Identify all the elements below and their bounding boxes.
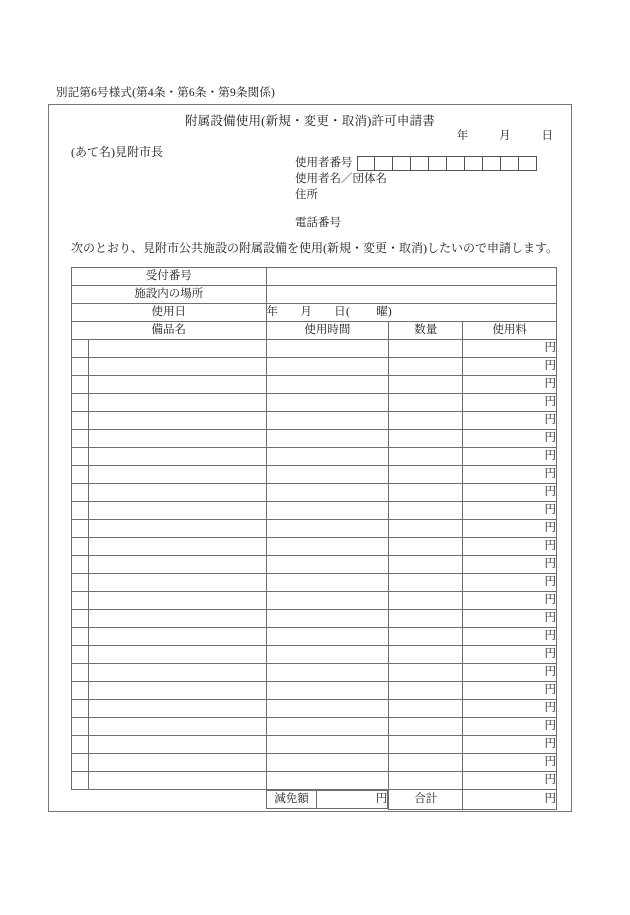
- fee-cell[interactable]: 円: [463, 376, 557, 394]
- date-year-label: 年: [456, 130, 469, 142]
- item-name-cell[interactable]: [88, 394, 266, 412]
- use-time-cell[interactable]: [266, 466, 389, 484]
- row-index-cell[interactable]: [72, 754, 89, 772]
- form-number-label: 別記第6号様式(第4条・第6条・第9条関係): [56, 87, 276, 99]
- table-row: [72, 700, 557, 718]
- item-name-cell[interactable]: [88, 430, 266, 448]
- addressee-label: (あて名)見附市長: [71, 145, 163, 159]
- equipment-table: [71, 267, 557, 810]
- use-time-cell[interactable]: [266, 718, 389, 736]
- use-time-cell[interactable]: [266, 484, 389, 502]
- row-index-cell[interactable]: [72, 394, 89, 412]
- row-index-cell[interactable]: [72, 448, 89, 466]
- user-number-cell[interactable]: [519, 156, 537, 171]
- total-label: 合計: [389, 790, 463, 810]
- application-form-sheet: [48, 104, 572, 812]
- use-time-cell[interactable]: [266, 412, 389, 430]
- phone-row: [295, 215, 537, 231]
- table-row: [72, 484, 557, 502]
- use-time-cell[interactable]: [266, 376, 389, 394]
- item-name-cell[interactable]: [88, 448, 266, 466]
- quantity-cell[interactable]: [389, 700, 463, 718]
- phone-label: 電話番号: [295, 217, 341, 229]
- table-row: [72, 538, 557, 556]
- row-index-cell[interactable]: [72, 736, 89, 754]
- item-name-cell[interactable]: [88, 484, 266, 502]
- application-statement: 次のとおり、見附市公共施設の附属設備を使用(新規・変更・取消)したいので申請します。: [71, 241, 559, 255]
- address-row: [295, 187, 537, 203]
- summary-cells-host: [266, 790, 389, 810]
- quantity-cell[interactable]: [389, 574, 463, 592]
- row-index-cell[interactable]: [72, 574, 89, 592]
- user-number-cell[interactable]: [411, 156, 429, 171]
- fee-cell[interactable]: 円: [463, 556, 557, 574]
- fee-cell[interactable]: 円: [463, 664, 557, 682]
- user-number-cell[interactable]: [465, 156, 483, 171]
- table-row: [72, 412, 557, 430]
- fee-cell[interactable]: 円: [463, 682, 557, 700]
- use-time-cell[interactable]: [266, 592, 389, 610]
- total-value[interactable]: 円: [463, 790, 557, 810]
- user-number-cell[interactable]: [447, 156, 465, 171]
- item-name-cell[interactable]: [88, 358, 266, 376]
- applicant-spacer: [295, 203, 537, 215]
- item-name-cell[interactable]: [88, 736, 266, 754]
- item-name-cell[interactable]: [88, 664, 266, 682]
- fee-cell[interactable]: 円: [463, 538, 557, 556]
- fee-cell[interactable]: 円: [463, 772, 557, 790]
- row-index-cell[interactable]: [72, 466, 89, 484]
- item-name-cell[interactable]: [88, 592, 266, 610]
- applicant-info-block: [295, 155, 537, 231]
- quantity-cell[interactable]: [389, 736, 463, 754]
- use-date-value[interactable]: [266, 304, 556, 322]
- item-name-cell[interactable]: [88, 574, 266, 592]
- quantity-cell[interactable]: [389, 394, 463, 412]
- user-number-cell[interactable]: [357, 156, 375, 171]
- quantity-cell[interactable]: [389, 646, 463, 664]
- user-number-label: 使用者番号: [295, 157, 353, 169]
- fee-cell[interactable]: 円: [463, 718, 557, 736]
- use-time-cell[interactable]: [266, 682, 389, 700]
- fee-cell[interactable]: 円: [463, 736, 557, 754]
- quantity-cell[interactable]: [389, 754, 463, 772]
- use-date-month: 月: [300, 306, 313, 318]
- row-index-cell[interactable]: [72, 772, 89, 790]
- item-name-cell[interactable]: [88, 520, 266, 538]
- table-row: [72, 466, 557, 484]
- address-label: 住所: [295, 189, 318, 201]
- row-index-cell[interactable]: [72, 628, 89, 646]
- table-row: [72, 592, 557, 610]
- use-time-cell[interactable]: [266, 772, 389, 790]
- table-header-row: [72, 322, 557, 340]
- row-index-cell[interactable]: [72, 700, 89, 718]
- row-index-cell[interactable]: [72, 556, 89, 574]
- quantity-cell[interactable]: [389, 718, 463, 736]
- use-date-row: [72, 304, 557, 322]
- summary-spacer: [72, 790, 267, 810]
- row-index-cell[interactable]: [72, 502, 89, 520]
- reduction-value[interactable]: 円: [317, 791, 388, 809]
- quantity-cell[interactable]: [389, 592, 463, 610]
- user-number-row: [295, 155, 537, 171]
- item-name-cell[interactable]: [88, 700, 266, 718]
- user-number-cell[interactable]: [483, 156, 501, 171]
- quantity-cell[interactable]: [389, 376, 463, 394]
- item-name-cell[interactable]: [88, 628, 266, 646]
- item-name-cell[interactable]: [88, 412, 266, 430]
- table-row: [72, 556, 557, 574]
- item-name-cell[interactable]: [88, 538, 266, 556]
- item-name-cell[interactable]: [88, 718, 266, 736]
- item-name-cell[interactable]: [88, 610, 266, 628]
- row-index-cell[interactable]: [72, 358, 89, 376]
- use-time-cell[interactable]: [266, 340, 389, 358]
- quantity-cell[interactable]: [389, 340, 463, 358]
- quantity-cell[interactable]: [389, 358, 463, 376]
- use-time-cell[interactable]: [266, 520, 389, 538]
- use-date-day: 日(: [334, 306, 351, 318]
- quantity-cell[interactable]: [389, 430, 463, 448]
- table-row: [72, 394, 557, 412]
- use-time-cell[interactable]: [266, 358, 389, 376]
- row-index-cell[interactable]: [72, 664, 89, 682]
- fee-cell[interactable]: 円: [463, 592, 557, 610]
- quantity-cell[interactable]: [389, 520, 463, 538]
- fee-cell[interactable]: 円: [463, 484, 557, 502]
- item-name-cell[interactable]: [88, 772, 266, 790]
- fee-cell[interactable]: 円: [463, 574, 557, 592]
- table-row: [72, 340, 557, 358]
- quantity-cell[interactable]: [389, 448, 463, 466]
- row-index-cell[interactable]: [72, 646, 89, 664]
- facility-location-label: 施設内の場所: [72, 286, 267, 304]
- quantity-cell[interactable]: [389, 610, 463, 628]
- item-name-cell[interactable]: [88, 556, 266, 574]
- row-index-cell[interactable]: [72, 610, 89, 628]
- fee-cell[interactable]: 円: [463, 646, 557, 664]
- table-row: [72, 682, 557, 700]
- date-month-label: 月: [499, 130, 511, 142]
- header-fee: 使用料: [463, 322, 557, 340]
- use-time-cell[interactable]: [266, 448, 389, 466]
- table-row: [72, 628, 557, 646]
- row-index-cell[interactable]: [72, 538, 89, 556]
- row-index-cell[interactable]: [72, 592, 89, 610]
- item-name-cell[interactable]: [88, 340, 266, 358]
- page-title: 附属設備使用(新規・変更・取消)許可申請書: [184, 114, 436, 128]
- fee-cell[interactable]: 円: [463, 394, 557, 412]
- user-name-label: 使用者名／団体名: [295, 173, 387, 185]
- header-item-name: 備品名: [72, 322, 267, 340]
- use-time-cell[interactable]: [266, 664, 389, 682]
- fee-cell[interactable]: 円: [463, 358, 557, 376]
- quantity-cell[interactable]: [389, 664, 463, 682]
- fee-cell[interactable]: 円: [463, 520, 557, 538]
- use-date-weekday: 曜): [376, 306, 393, 318]
- table-row: [72, 772, 557, 790]
- item-name-cell[interactable]: [88, 754, 266, 772]
- table-row: [72, 520, 557, 538]
- item-name-cell[interactable]: [88, 682, 266, 700]
- table-row: [72, 358, 557, 376]
- table-row: [72, 736, 557, 754]
- table-row: [72, 646, 557, 664]
- user-name-row: [295, 171, 537, 187]
- table-row: [72, 448, 557, 466]
- summary-row: [72, 790, 557, 810]
- quantity-cell[interactable]: [389, 682, 463, 700]
- user-number-cell[interactable]: [375, 156, 393, 171]
- use-time-cell[interactable]: [266, 610, 389, 628]
- row-index-cell[interactable]: [72, 376, 89, 394]
- use-time-cell[interactable]: [266, 430, 389, 448]
- fee-cell[interactable]: 円: [463, 610, 557, 628]
- receipt-number-value[interactable]: [266, 268, 556, 286]
- quantity-cell[interactable]: [389, 538, 463, 556]
- fee-cell[interactable]: 円: [463, 754, 557, 772]
- date-line: [457, 127, 553, 143]
- facility-location-row: [72, 286, 557, 304]
- user-number-cell[interactable]: [429, 156, 447, 171]
- table-row: [72, 574, 557, 592]
- table-row: [72, 502, 557, 520]
- row-index-cell[interactable]: [72, 682, 89, 700]
- fee-cell[interactable]: 円: [463, 430, 557, 448]
- fee-cell[interactable]: 円: [463, 502, 557, 520]
- use-time-cell[interactable]: [266, 556, 389, 574]
- user-number-cell[interactable]: [393, 156, 411, 171]
- use-time-cell[interactable]: [266, 754, 389, 772]
- user-number-input[interactable]: [357, 156, 537, 171]
- fee-cell[interactable]: 円: [463, 340, 557, 358]
- use-date-year: 年: [266, 306, 279, 318]
- use-time-cell[interactable]: [266, 736, 389, 754]
- receipt-number-row: [72, 268, 557, 286]
- table-row: [72, 430, 557, 448]
- quantity-cell[interactable]: [389, 466, 463, 484]
- fee-cell[interactable]: 円: [463, 628, 557, 646]
- item-name-cell[interactable]: [88, 466, 266, 484]
- use-time-cell[interactable]: [266, 646, 389, 664]
- table-row: [72, 610, 557, 628]
- use-time-cell[interactable]: [266, 538, 389, 556]
- use-date-label: 使用日: [72, 304, 267, 322]
- user-number-cell[interactable]: [501, 156, 519, 171]
- item-name-cell[interactable]: [88, 646, 266, 664]
- quantity-cell[interactable]: [389, 772, 463, 790]
- use-time-cell[interactable]: [266, 628, 389, 646]
- row-index-cell[interactable]: [72, 340, 89, 358]
- header-use-time: 使用時間: [266, 322, 389, 340]
- fee-cell[interactable]: 円: [463, 466, 557, 484]
- item-name-cell[interactable]: [88, 502, 266, 520]
- use-time-cell[interactable]: [266, 394, 389, 412]
- row-index-cell[interactable]: [72, 718, 89, 736]
- use-time-cell[interactable]: [266, 502, 389, 520]
- row-index-cell[interactable]: [72, 430, 89, 448]
- use-time-cell[interactable]: [266, 700, 389, 718]
- row-index-cell[interactable]: [72, 520, 89, 538]
- table-row: [72, 754, 557, 772]
- quantity-cell[interactable]: [389, 412, 463, 430]
- table-row: [72, 718, 557, 736]
- date-day-label: 日: [541, 130, 553, 142]
- table-row: [72, 376, 557, 394]
- fee-cell[interactable]: 円: [463, 700, 557, 718]
- reduction-label: 減免額: [267, 791, 317, 809]
- item-name-cell[interactable]: [88, 376, 266, 394]
- row-index-cell[interactable]: [72, 484, 89, 502]
- use-time-cell[interactable]: [266, 574, 389, 592]
- quantity-cell[interactable]: [389, 502, 463, 520]
- quantity-cell[interactable]: [389, 484, 463, 502]
- fee-cell[interactable]: 円: [463, 448, 557, 466]
- quantity-cell[interactable]: [389, 556, 463, 574]
- facility-location-value[interactable]: [266, 286, 556, 304]
- table-row: [72, 664, 557, 682]
- header-quantity: 数量: [389, 322, 463, 340]
- quantity-cell[interactable]: [389, 628, 463, 646]
- row-index-cell[interactable]: [72, 412, 89, 430]
- fee-cell[interactable]: 円: [463, 412, 557, 430]
- receipt-number-label: 受付番号: [72, 268, 267, 286]
